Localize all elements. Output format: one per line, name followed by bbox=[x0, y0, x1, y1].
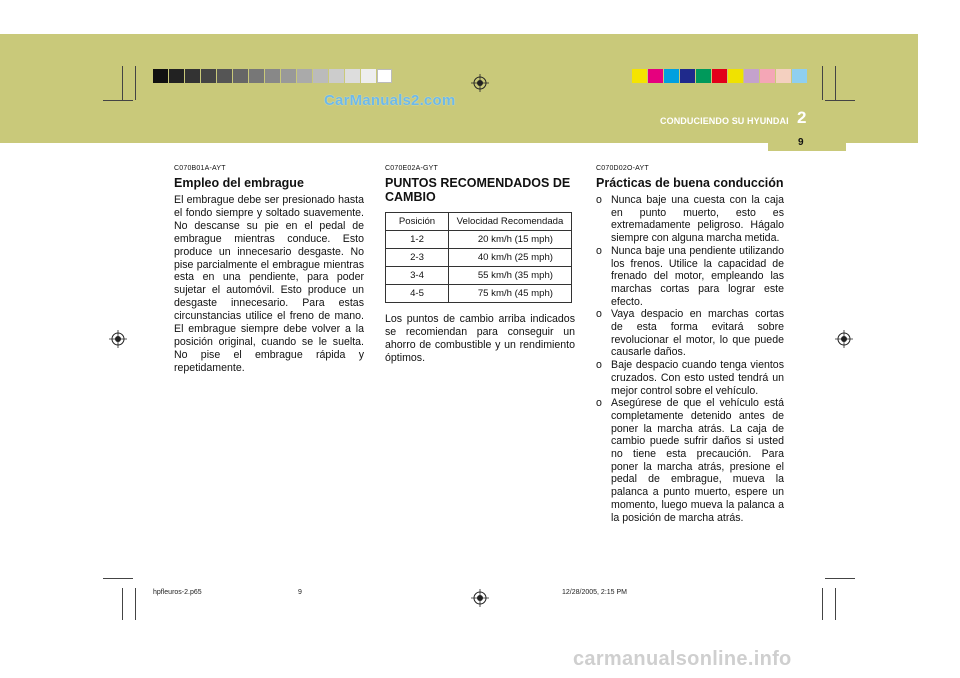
footer-page-number: 9 bbox=[298, 589, 302, 596]
footer-file-name: hpfleuros-2.p65 bbox=[153, 589, 202, 596]
table-row bbox=[386, 267, 572, 285]
color-swatch bbox=[696, 69, 711, 83]
table-row bbox=[386, 285, 572, 303]
color-swatch bbox=[760, 69, 775, 83]
header-band bbox=[0, 34, 918, 143]
section-heading: Prácticas de buena conducción bbox=[596, 176, 784, 190]
bullet-marker: o bbox=[596, 397, 602, 410]
grayscale-calibration-bar bbox=[153, 69, 393, 83]
color-swatch bbox=[776, 69, 791, 83]
recommended-speed-cell: 75 km/h (45 mph) bbox=[449, 285, 572, 303]
color-swatch bbox=[377, 69, 392, 83]
shift-points-table bbox=[385, 212, 572, 303]
recommended-speed-cell: 20 km/h (15 mph) bbox=[449, 231, 572, 249]
watermark-carmanuals[interactable]: CarManuals2.com bbox=[324, 92, 456, 109]
section-code: C070E02A-GYT bbox=[385, 165, 438, 172]
color-swatch bbox=[281, 69, 296, 83]
registration-mark-icon bbox=[471, 589, 489, 607]
clutch-section bbox=[174, 165, 364, 375]
color-swatch bbox=[185, 69, 200, 83]
table-row bbox=[386, 231, 572, 249]
page-number-tab bbox=[768, 136, 846, 151]
bullet-marker: o bbox=[596, 194, 602, 206]
bullet-marker: o bbox=[596, 244, 602, 257]
list-item bbox=[596, 397, 784, 524]
page-number: 9 bbox=[798, 137, 804, 148]
color-calibration-bar bbox=[632, 69, 808, 83]
list-item bbox=[596, 245, 784, 309]
section-code: C070D02O-AYT bbox=[596, 165, 649, 172]
color-swatch bbox=[744, 69, 759, 83]
gear-position-cell: 1-2 bbox=[386, 231, 449, 249]
color-swatch bbox=[680, 69, 695, 83]
list-item-text: Asegúrese de que el vehículo está completamente detenido antes de poner la marcha atrás. La caja de cambio puede sufrir daños si usted no tiene esta precaución. Para poner la marcha atrás, presione el pedal de embrague, mueva la palanca a punto muerto, espere un momento, luego mueva la palanca a la posición de marcha atrás. bbox=[611, 397, 784, 524]
color-swatch bbox=[792, 69, 807, 83]
table-row bbox=[386, 249, 572, 267]
color-swatch bbox=[361, 69, 376, 83]
color-swatch bbox=[201, 69, 216, 83]
recommended-speed-cell: 40 km/h (25 mph) bbox=[449, 249, 572, 267]
section-body: El embrague debe ser presionado hasta el fondo siempre y soltado suavemente. No descanse su pie en el pedal de embrague mientras conduce. Esto produce un innecesario desgaste. No pise parcialmente el embrague mientras esta en una pendiente, para poder sujetar el automóvil. Esto produce un desgaste innecesario. Para estas circunstancias utilice el freno de mano. El embrague siempre debe volver a la posición original, cuando se le suelta. No pise el embrague rápida y repetidamente. bbox=[174, 194, 364, 374]
color-swatch bbox=[632, 69, 647, 83]
section-code: C070B01A-AYT bbox=[174, 165, 226, 172]
color-swatch bbox=[728, 69, 743, 83]
list-item-text: Vaya despacio en marchas cortas de esta forma evitará sobre revolucionar el motor, lo que puede causarle daños. bbox=[611, 308, 784, 359]
list-item bbox=[596, 194, 784, 245]
color-swatch bbox=[664, 69, 679, 83]
bullet-marker: o bbox=[596, 308, 602, 321]
registration-mark-icon bbox=[835, 330, 853, 348]
color-swatch bbox=[233, 69, 248, 83]
bullet-marker: o bbox=[596, 359, 602, 372]
gear-position-cell: 2-3 bbox=[386, 249, 449, 267]
section-heading: Empleo del embrague bbox=[174, 176, 304, 190]
good-driving-section bbox=[596, 165, 784, 524]
color-swatch bbox=[345, 69, 360, 83]
color-swatch bbox=[329, 69, 344, 83]
footer-date: 12/28/2005, 2:15 PM bbox=[562, 589, 627, 596]
color-swatch bbox=[297, 69, 312, 83]
table-header-row bbox=[386, 213, 572, 231]
color-swatch bbox=[169, 69, 184, 83]
shift-points-section bbox=[385, 165, 575, 365]
column-header-speed: Velocidad Recomendada bbox=[449, 213, 572, 231]
color-swatch bbox=[217, 69, 232, 83]
color-swatch bbox=[313, 69, 328, 83]
registration-mark-icon bbox=[471, 74, 489, 92]
color-swatch bbox=[265, 69, 280, 83]
gear-position-cell: 3-4 bbox=[386, 267, 449, 285]
color-swatch bbox=[712, 69, 727, 83]
column-header-position: Posición bbox=[386, 213, 449, 231]
gear-position-cell: 4-5 bbox=[386, 285, 449, 303]
list-item bbox=[596, 308, 784, 359]
list-item-text: Nunca baje una cuesta con la caja en punto muerto, esto es extremadamente peligroso. Hágalo siempre con alguna marcha metida. bbox=[611, 194, 784, 245]
list-item-text: Baje despacio cuando tenga vientos cruzados. Con esto usted tendrá un mejor control sobre el vehículo. bbox=[611, 359, 784, 397]
section-title: CONDUCIENDO SU HYUNDAI bbox=[660, 116, 789, 126]
watermark-carmanualsonline[interactable]: carmanualsonline.info bbox=[573, 648, 792, 670]
color-swatch bbox=[249, 69, 264, 83]
registration-mark-icon bbox=[109, 330, 127, 348]
color-swatch bbox=[153, 69, 168, 83]
list-item-text: Nunca baje una pendiente utilizando los frenos. Utilice la capacidad de frenado del motor, empleando las marchas cortas para lograr este efecto. bbox=[611, 244, 784, 308]
list-item bbox=[596, 359, 784, 397]
section-number: 2 bbox=[797, 108, 807, 127]
section-body: Los puntos de cambio arriba indicados se recomiendan para conseguir un ahorro de combustible y un rendimiento óptimos. bbox=[385, 313, 575, 364]
recommended-speed-cell: 55 km/h (35 mph) bbox=[449, 267, 572, 285]
section-heading: PUNTOS RECOMENDADOS DE CAMBIO bbox=[385, 176, 571, 204]
color-swatch bbox=[648, 69, 663, 83]
driving-tips-list bbox=[596, 194, 784, 524]
